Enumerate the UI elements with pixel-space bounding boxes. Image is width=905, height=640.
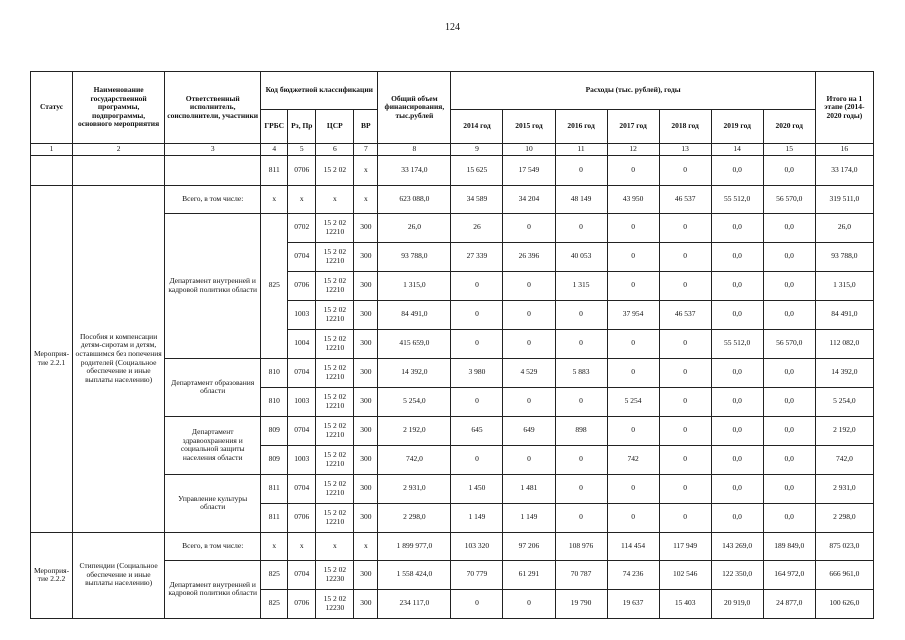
header-year: 2016 год [555, 110, 607, 144]
year-cell: 0 [659, 242, 711, 271]
year-cell: 0 [555, 155, 607, 185]
csr-cell: 15 2 02 12230 [316, 560, 354, 589]
stage-total-cell: 33 174,0 [815, 155, 873, 185]
header-csr: ЦСР [316, 110, 354, 144]
rzpr-cell: 1003 [288, 445, 316, 474]
year-cell: 0 [607, 271, 659, 300]
rzpr-cell: 0704 [288, 242, 316, 271]
vr-cell: 300 [354, 589, 378, 618]
year-cell: 46 537 [659, 185, 711, 213]
year-cell: 0 [503, 271, 555, 300]
year-cell: 19 637 [607, 589, 659, 618]
header-grbs: ГРБС [261, 110, 288, 144]
year-cell: 0,0 [711, 387, 763, 416]
year-cell: 0 [659, 271, 711, 300]
year-cell: 17 549 [503, 155, 555, 185]
column-index: 14 [711, 144, 763, 156]
total-cell: 84 491,0 [378, 300, 451, 329]
grbs-cell: 811 [261, 474, 288, 503]
responsible-cell: Департамент внутренней и кадровой политики области [165, 560, 261, 618]
stage-total-cell: 666 961,0 [815, 560, 873, 589]
year-cell: 0,0 [763, 358, 815, 387]
grbs-cell: 809 [261, 416, 288, 445]
column-index: 11 [555, 144, 607, 156]
year-cell: 0 [451, 329, 503, 358]
year-cell: 61 291 [503, 560, 555, 589]
year-cell: 0,0 [711, 155, 763, 185]
grbs-cell: х [261, 532, 288, 560]
grbs-cell: 811 [261, 503, 288, 532]
year-cell: 0 [607, 503, 659, 532]
year-cell: 0 [659, 445, 711, 474]
year-cell: 48 149 [555, 185, 607, 213]
year-cell: 742 [607, 445, 659, 474]
year-cell: 649 [503, 416, 555, 445]
grbs-cell: 811 [261, 155, 288, 185]
total-cell: 623 088,0 [378, 185, 451, 213]
year-cell: 5 883 [555, 358, 607, 387]
year-cell: 0 [607, 329, 659, 358]
csr-cell: 15 2 02 12210 [316, 474, 354, 503]
year-cell: 15 403 [659, 589, 711, 618]
total-cell: 415 659,0 [378, 329, 451, 358]
total-cell: 2 931,0 [378, 474, 451, 503]
year-cell: 0 [555, 300, 607, 329]
total-cell: 1 899 977,0 [378, 532, 451, 560]
year-cell: 0 [555, 474, 607, 503]
vr-cell: 300 [354, 445, 378, 474]
program-cell: Стипендии (Социальное обеспечение и иные выплаты населению) [73, 532, 165, 618]
grbs-cell: 825 [261, 560, 288, 589]
year-cell: 56 570,0 [763, 185, 815, 213]
column-index: 2 [73, 144, 165, 156]
status-cell: Мероприя-тие 2.2.2 [31, 532, 73, 618]
program-cell [73, 155, 165, 185]
year-cell: 122 350,0 [711, 560, 763, 589]
responsible-cell: Департамент внутренней и кадровой политики области [165, 213, 261, 358]
year-cell: 114 454 [607, 532, 659, 560]
vr-cell: 300 [354, 242, 378, 271]
csr-cell: 15 2 02 [316, 155, 354, 185]
rzpr-cell: 1004 [288, 329, 316, 358]
column-index: 9 [451, 144, 503, 156]
column-index: 16 [815, 144, 873, 156]
year-cell: 70 779 [451, 560, 503, 589]
year-cell: 0 [555, 503, 607, 532]
year-cell: 3 980 [451, 358, 503, 387]
year-cell: 4 529 [503, 358, 555, 387]
vr-cell: 300 [354, 474, 378, 503]
year-cell: 0 [607, 213, 659, 242]
csr-cell: 15 2 02 12210 [316, 445, 354, 474]
year-cell: 103 320 [451, 532, 503, 560]
stage-total-cell: 2 931,0 [815, 474, 873, 503]
header-year: 2014 год [451, 110, 503, 144]
year-cell: 0,0 [711, 300, 763, 329]
stage-total-cell: 112 082,0 [815, 329, 873, 358]
stage-total-cell: 1 315,0 [815, 271, 873, 300]
vr-cell: х [354, 155, 378, 185]
total-cell: 33 174,0 [378, 155, 451, 185]
vr-cell: 300 [354, 503, 378, 532]
stage-total-cell: 742,0 [815, 445, 873, 474]
year-cell: 1 481 [503, 474, 555, 503]
rzpr-cell: 0704 [288, 560, 316, 589]
year-cell: 26 396 [503, 242, 555, 271]
stage-total-cell: 93 788,0 [815, 242, 873, 271]
header-total: Общий объем финансирования, тыс.рублей [378, 72, 451, 144]
vr-cell: х [354, 532, 378, 560]
column-index: 12 [607, 144, 659, 156]
year-cell: 0 [607, 242, 659, 271]
year-cell: 102 546 [659, 560, 711, 589]
year-cell: 0,0 [711, 358, 763, 387]
vr-cell: 300 [354, 300, 378, 329]
year-cell: 37 954 [607, 300, 659, 329]
year-cell: 0 [451, 445, 503, 474]
csr-cell: 15 2 02 12210 [316, 358, 354, 387]
year-cell: 108 976 [555, 532, 607, 560]
stage-total-cell: 2 192,0 [815, 416, 873, 445]
status-cell [31, 155, 73, 185]
year-cell: 0 [607, 474, 659, 503]
total-cell: 234 117,0 [378, 589, 451, 618]
grbs-cell: 809 [261, 445, 288, 474]
vr-cell: 300 [354, 213, 378, 242]
vr-cell: 300 [354, 387, 378, 416]
year-cell: 34 204 [503, 185, 555, 213]
year-cell: 1 450 [451, 474, 503, 503]
rzpr-cell: х [288, 532, 316, 560]
total-cell: 1 315,0 [378, 271, 451, 300]
year-cell: 645 [451, 416, 503, 445]
responsible-cell: Всего, в том числе: [165, 532, 261, 560]
stage-total-cell: 84 491,0 [815, 300, 873, 329]
year-cell: 0 [659, 474, 711, 503]
header-year: 2019 год [711, 110, 763, 144]
year-cell: 0 [555, 329, 607, 358]
year-cell: 56 570,0 [763, 329, 815, 358]
total-cell: 93 788,0 [378, 242, 451, 271]
year-cell: 0,0 [763, 445, 815, 474]
year-cell: 0 [451, 300, 503, 329]
header-year: 2017 год [607, 110, 659, 144]
responsible-cell: Всего, в том числе: [165, 185, 261, 213]
total-cell: 5 254,0 [378, 387, 451, 416]
year-cell: 24 877,0 [763, 589, 815, 618]
column-index: 5 [288, 144, 316, 156]
vr-cell: 300 [354, 329, 378, 358]
year-cell: 0 [555, 445, 607, 474]
stage-total-cell: 100 626,0 [815, 589, 873, 618]
csr-cell: 15 2 02 12210 [316, 213, 354, 242]
responsible-cell: Департамент здравоохранения и социальной защиты населения области [165, 416, 261, 474]
year-cell: 0,0 [763, 300, 815, 329]
table-row [31, 155, 874, 185]
column-index: 3 [165, 144, 261, 156]
year-cell: 0,0 [711, 445, 763, 474]
vr-cell: 300 [354, 358, 378, 387]
csr-cell: 15 2 02 12210 [316, 387, 354, 416]
grbs-cell: 825 [261, 213, 288, 358]
rzpr-cell: 0706 [288, 589, 316, 618]
year-cell: 0 [607, 155, 659, 185]
column-index: 6 [316, 144, 354, 156]
year-cell: 1 315 [555, 271, 607, 300]
year-cell: 0,0 [763, 416, 815, 445]
grbs-cell: х [261, 185, 288, 213]
stage-total-cell: 26,0 [815, 213, 873, 242]
year-cell: 0 [607, 416, 659, 445]
year-cell: 26 [451, 213, 503, 242]
program-cell: Пособия и компенсации детям-сиротам и детям, оставшимся без попечения родителей (Социальное обеспечение и иные выплаты населению) [73, 185, 165, 532]
column-index: 7 [354, 144, 378, 156]
total-cell: 14 392,0 [378, 358, 451, 387]
rzpr-cell: 0706 [288, 503, 316, 532]
year-cell: 0 [503, 329, 555, 358]
year-cell: 46 537 [659, 300, 711, 329]
rzpr-cell: 0704 [288, 358, 316, 387]
year-cell: 0,0 [763, 271, 815, 300]
year-cell: 0,0 [711, 474, 763, 503]
total-cell: 2 298,0 [378, 503, 451, 532]
year-cell: 19 790 [555, 589, 607, 618]
stage-total-cell: 319 511,0 [815, 185, 873, 213]
total-cell: 742,0 [378, 445, 451, 474]
header-year: 2018 год [659, 110, 711, 144]
year-cell: 0,0 [711, 271, 763, 300]
year-cell: 0 [503, 300, 555, 329]
year-cell: 70 787 [555, 560, 607, 589]
year-cell: 1 149 [503, 503, 555, 532]
year-cell: 189 849,0 [763, 532, 815, 560]
year-cell: 0 [659, 416, 711, 445]
header-expenses: Расходы (тыс. рублей), годы [451, 72, 815, 110]
year-cell: 0,0 [763, 242, 815, 271]
grbs-cell: 810 [261, 387, 288, 416]
year-cell: 164 972,0 [763, 560, 815, 589]
status-cell: Мероприя-тие 2.2.1 [31, 185, 73, 532]
year-cell: 0 [451, 271, 503, 300]
stage-total-cell: 5 254,0 [815, 387, 873, 416]
year-cell: 55 512,0 [711, 185, 763, 213]
rzpr-cell: 0706 [288, 271, 316, 300]
year-cell: 117 949 [659, 532, 711, 560]
header-status: Статус [31, 72, 73, 144]
header-vr: ВР [354, 110, 378, 144]
column-index: 15 [763, 144, 815, 156]
rzpr-cell: 0702 [288, 213, 316, 242]
csr-cell: 15 2 02 12210 [316, 503, 354, 532]
header-rzpr: Рз, Пр [288, 110, 316, 144]
year-cell: 20 919,0 [711, 589, 763, 618]
year-cell: 0,0 [711, 213, 763, 242]
csr-cell: 15 2 02 12210 [316, 300, 354, 329]
header-stage-total: Итого на 1 этапе (2014-2020 годы) [815, 72, 873, 144]
total-cell: 26,0 [378, 213, 451, 242]
year-cell: 0,0 [763, 474, 815, 503]
year-cell: 0 [659, 503, 711, 532]
responsible-cell: Департамент образования области [165, 358, 261, 416]
csr-cell: 15 2 02 12210 [316, 416, 354, 445]
csr-cell: х [316, 532, 354, 560]
grbs-cell: 810 [261, 358, 288, 387]
page-number: 124 [445, 22, 460, 33]
year-cell: 0 [607, 358, 659, 387]
responsible-cell [165, 155, 261, 185]
header-year: 2020 год [763, 110, 815, 144]
rzpr-cell: 0706 [288, 155, 316, 185]
csr-cell: 15 2 02 12210 [316, 242, 354, 271]
header-responsible: Ответственный исполнитель, соисполнители, участники [165, 72, 261, 144]
rzpr-cell: х [288, 185, 316, 213]
total-cell: 2 192,0 [378, 416, 451, 445]
year-cell: 0,0 [763, 155, 815, 185]
responsible-cell: Управление культуры области [165, 474, 261, 532]
rzpr-cell: 1003 [288, 300, 316, 329]
year-cell: 0,0 [711, 242, 763, 271]
year-cell: 0 [503, 387, 555, 416]
csr-cell: 15 2 02 12230 [316, 589, 354, 618]
year-cell: 0 [503, 445, 555, 474]
total-cell: 1 558 424,0 [378, 560, 451, 589]
column-index-row [31, 144, 874, 156]
year-cell: 74 236 [607, 560, 659, 589]
header-year: 2015 год [503, 110, 555, 144]
header-program: Наименование государственной программы, подпрограммы, основного мероприятия [73, 72, 165, 144]
vr-cell: х [354, 185, 378, 213]
year-cell: 0,0 [763, 503, 815, 532]
csr-cell: х [316, 185, 354, 213]
year-cell: 0 [659, 213, 711, 242]
year-cell: 0 [555, 387, 607, 416]
year-cell: 0 [451, 387, 503, 416]
year-cell: 0 [451, 589, 503, 618]
year-cell: 43 950 [607, 185, 659, 213]
year-cell: 27 339 [451, 242, 503, 271]
budget-table [30, 71, 874, 619]
column-index: 1 [31, 144, 73, 156]
stage-total-cell: 875 023,0 [815, 532, 873, 560]
column-index: 13 [659, 144, 711, 156]
year-cell: 0 [659, 155, 711, 185]
year-cell: 0 [659, 358, 711, 387]
grbs-cell: 825 [261, 589, 288, 618]
rzpr-cell: 1003 [288, 387, 316, 416]
year-cell: 0,0 [711, 416, 763, 445]
vr-cell: 300 [354, 560, 378, 589]
table-row [31, 532, 874, 560]
year-cell: 0,0 [711, 503, 763, 532]
rzpr-cell: 0704 [288, 474, 316, 503]
stage-total-cell: 2 298,0 [815, 503, 873, 532]
year-cell: 1 149 [451, 503, 503, 532]
table-row [31, 185, 874, 213]
column-index: 4 [261, 144, 288, 156]
year-cell: 97 206 [503, 532, 555, 560]
rzpr-cell: 0704 [288, 416, 316, 445]
column-index: 10 [503, 144, 555, 156]
year-cell: 898 [555, 416, 607, 445]
year-cell: 0 [503, 213, 555, 242]
vr-cell: 300 [354, 416, 378, 445]
year-cell: 0 [659, 387, 711, 416]
year-cell: 0,0 [763, 387, 815, 416]
vr-cell: 300 [354, 271, 378, 300]
year-cell: 0 [503, 589, 555, 618]
year-cell: 15 625 [451, 155, 503, 185]
stage-total-cell: 14 392,0 [815, 358, 873, 387]
year-cell: 0 [659, 329, 711, 358]
column-index: 8 [378, 144, 451, 156]
year-cell: 0 [555, 213, 607, 242]
year-cell: 40 053 [555, 242, 607, 271]
year-cell: 34 589 [451, 185, 503, 213]
csr-cell: 15 2 02 12210 [316, 271, 354, 300]
year-cell: 5 254 [607, 387, 659, 416]
csr-cell: 15 2 02 12210 [316, 329, 354, 358]
year-cell: 0,0 [763, 213, 815, 242]
year-cell: 143 269,0 [711, 532, 763, 560]
year-cell: 55 512,0 [711, 329, 763, 358]
header-budget-code: Код бюджетной классификации [261, 72, 378, 110]
